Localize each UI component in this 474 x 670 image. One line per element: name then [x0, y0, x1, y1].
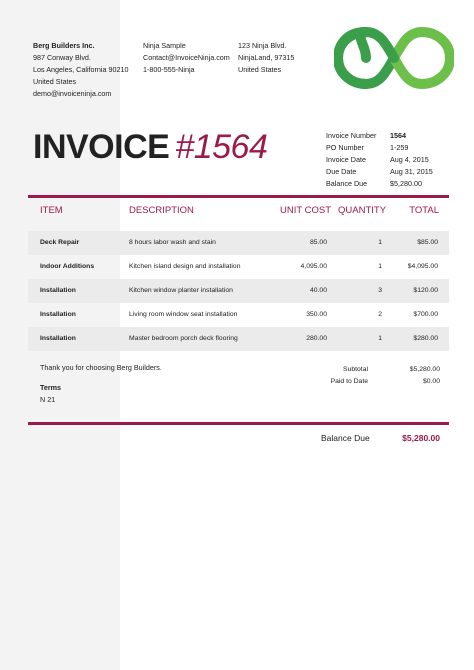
item-description: Kitchen island design and installation	[129, 263, 241, 270]
item-unit-cost: 350.00	[306, 311, 327, 318]
company-address2: Los Angeles, California 90210	[33, 65, 129, 74]
company-email: demo@invoiceninja.com	[33, 89, 112, 98]
paid-to-date-label: Paid to Date	[330, 378, 368, 385]
address-block	[238, 40, 294, 76]
item-name: Installation	[40, 335, 76, 342]
subtotal-value: $5,280.00	[409, 366, 440, 373]
meta-row	[326, 130, 433, 142]
table-row	[28, 255, 449, 279]
meta-label: PO Number	[326, 143, 364, 152]
terms-value: N 21	[40, 395, 56, 404]
meta-value: Aug 31, 2015	[390, 167, 433, 176]
table-row	[28, 279, 449, 303]
contact-email: Contact@InvoiceNinja.com	[143, 53, 230, 62]
item-description: 8 hours labor wash and stain	[129, 239, 216, 246]
line-items-table	[28, 231, 449, 351]
item-quantity: 3	[378, 287, 382, 294]
meta-label: Invoice Number	[326, 131, 377, 140]
column-header-total: TOTAL	[409, 205, 439, 216]
top-divider	[28, 195, 449, 198]
item-unit-cost: 280.00	[306, 335, 327, 342]
item-total: $120.00	[413, 287, 438, 294]
meta-label: Invoice Date	[326, 155, 366, 164]
address-line1: 123 Ninja Blvd.	[238, 41, 287, 50]
item-quantity: 2	[378, 311, 382, 318]
company-block	[33, 40, 129, 100]
terms-label: Terms	[40, 383, 62, 392]
address-country: United States	[238, 65, 282, 74]
item-total: $4,095.00	[407, 263, 438, 270]
invoice-meta	[326, 130, 433, 190]
item-description: Master bedroom porch deck flooring	[129, 335, 238, 342]
item-description: Living room window seat installation	[129, 311, 238, 318]
column-header-quantity: QUANTITY	[338, 205, 387, 216]
balance-due-label: Balance Due	[321, 433, 370, 443]
meta-value: Aug 4, 2015	[390, 155, 429, 164]
meta-row	[326, 166, 433, 178]
item-name: Indoor Additions	[40, 263, 95, 270]
item-quantity: 1	[378, 335, 382, 342]
meta-value: $5,280.00	[390, 179, 422, 188]
paid-to-date-row	[300, 376, 440, 388]
subtotal-row	[300, 364, 440, 376]
bottom-divider	[28, 422, 449, 425]
contact-phone: 1-800-555-Ninja	[143, 65, 195, 74]
table-row	[28, 327, 449, 351]
contact-block	[143, 40, 230, 76]
item-total: $280.00	[413, 335, 438, 342]
invoice-title-word: INVOICE	[33, 128, 170, 166]
table-row	[28, 303, 449, 327]
item-total: $700.00	[413, 311, 438, 318]
company-country: United States	[33, 77, 77, 86]
item-quantity: 1	[378, 239, 382, 246]
item-unit-cost: 4,095.00	[300, 263, 327, 270]
item-unit-cost: 40.00	[309, 287, 327, 294]
thank-you-note: Thank you for choosing Berg Builders.	[40, 363, 162, 372]
address-line2: NinjaLand, 97315	[238, 53, 295, 62]
meta-label: Balance Due	[326, 179, 368, 188]
totals-block	[300, 364, 440, 388]
meta-row	[326, 178, 433, 190]
column-header-item: ITEM	[40, 205, 63, 216]
infinity-logo-icon	[334, 26, 454, 90]
column-header-description: DESCRIPTION	[129, 205, 194, 216]
meta-label: Due Date	[326, 167, 357, 176]
item-name: Deck Repair	[40, 239, 80, 246]
table-row	[28, 231, 449, 255]
balance-due-value: $5,280.00	[402, 433, 440, 443]
contact-name: Ninja Sample	[143, 41, 186, 50]
item-name: Installation	[40, 311, 76, 318]
meta-row	[326, 142, 433, 154]
item-total: $85.00	[417, 239, 438, 246]
paid-to-date-value: $0.00	[422, 378, 440, 385]
invoice-title-number: #1564	[175, 128, 268, 166]
company-address1: 987 Conway Blvd.	[33, 53, 91, 62]
item-unit-cost: 85.00	[309, 239, 327, 246]
meta-value: 1564	[390, 131, 406, 140]
invoice-title	[33, 128, 267, 167]
company-name: Berg Builders Inc.	[33, 41, 95, 50]
meta-value: 1-259	[390, 143, 409, 152]
subtotal-label: Subtotal	[343, 366, 368, 373]
item-description: Kitchen window planter installation	[129, 287, 233, 294]
column-header-unit-cost: UNIT COST	[280, 205, 332, 216]
item-quantity: 1	[378, 263, 382, 270]
meta-row	[326, 154, 433, 166]
item-name: Installation	[40, 287, 76, 294]
